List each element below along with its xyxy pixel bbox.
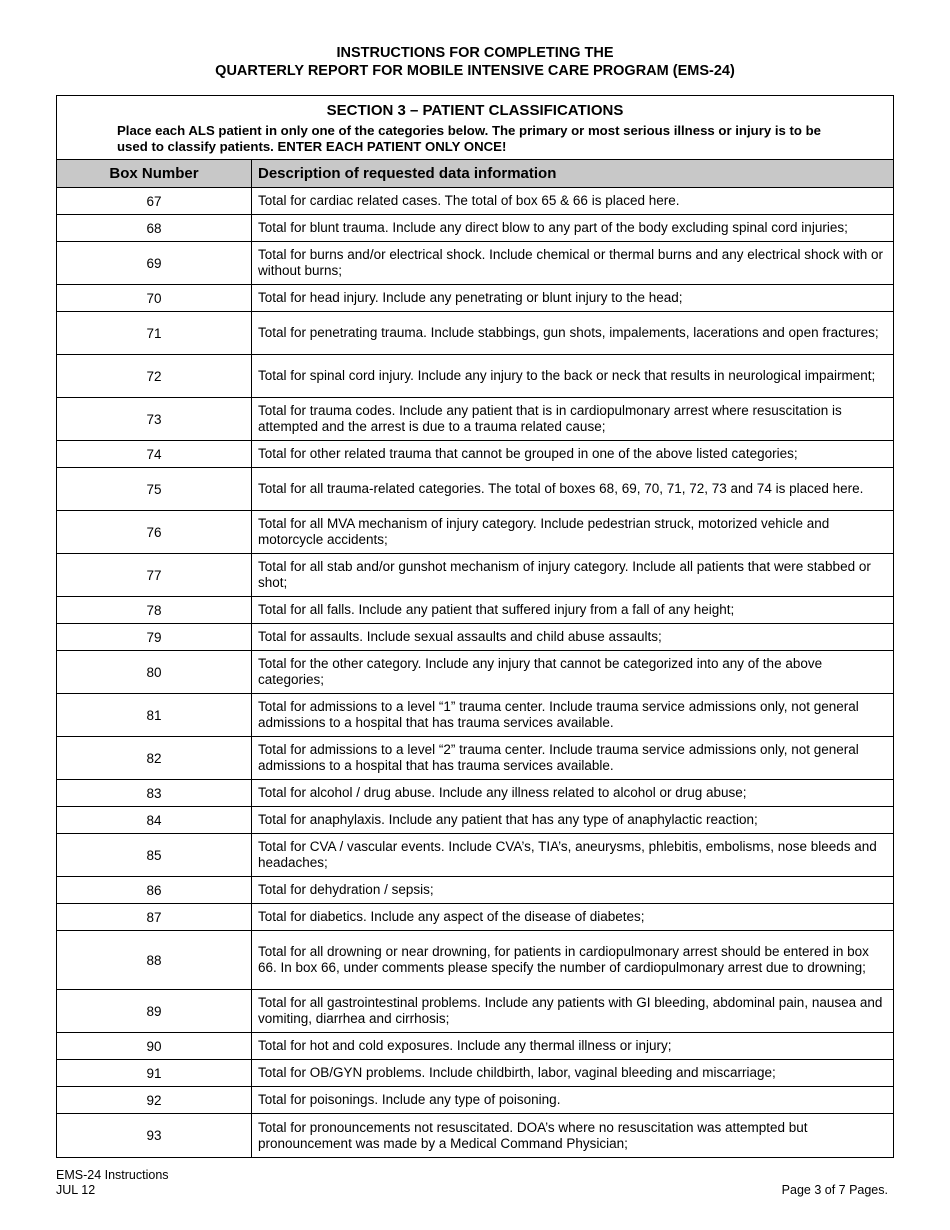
table-row [57,694,893,737]
row-description: Total for admissions to a level “2” trauma center. Include trauma service admissions only, not general admissions to a hospital that has trauma services available. [258,742,859,773]
table-row [57,215,893,242]
box-number: 67 [57,188,252,214]
section-instructions: Place each ALS patient in only one of the categories below. The primary or most serious illness or injury is to be used to classify patients. ENTER EACH PATIENT ONLY ONCE! [117,123,821,154]
box-number: 93 [57,1114,252,1157]
box-number: 87 [57,904,252,930]
box-number: 86 [57,877,252,903]
row-description: Total for all drowning or near drowning, for patients in cardiopulmonary arrest should be entered in box 66. In box 66, under comments please specify the number of cardiopulmonary arrest due to drowning; [258,944,869,975]
column-header-description: Description of requested data information [258,165,557,182]
row-description: Total for poisonings. Include any type of poisoning. [258,1092,561,1107]
box-number: 73 [57,398,252,440]
table-row [57,554,893,597]
box-number: 79 [57,624,252,650]
footer-page-number: Page 3 of 7 Pages. [781,1183,888,1197]
section-header [57,96,893,160]
row-description: Total for CVA / vascular events. Include CVA’s, TIA’s, aneurysms, phlebitis, embolisms, nose bleeds and headaches; [258,839,877,870]
box-number: 82 [57,737,252,779]
table-header [57,160,893,188]
table-row [57,468,893,511]
row-description: Total for trauma codes. Include any patient that is in cardiopulmonary arrest where resuscitation is attempted and the arrest is due to a trauma related cause; [258,403,842,434]
table-row [57,904,893,931]
box-number: 89 [57,990,252,1032]
footer-date: JUL 12 [56,1183,96,1197]
footer-form-id: EMS-24 Instructions [56,1168,169,1182]
table-row [57,990,893,1033]
box-number: 90 [57,1033,252,1059]
row-description: Total for anaphylaxis. Include any patient that has any type of anaphylactic reaction; [258,812,758,827]
table-row [57,597,893,624]
table-row [57,285,893,312]
classification-table [56,95,894,1158]
row-description: Total for dehydration / sepsis; [258,882,434,897]
row-description: Total for blunt trauma. Include any direct blow to any part of the body excluding spinal cord injuries; [258,220,848,235]
table-row [57,398,893,441]
table-row [57,355,893,398]
row-description: Total for all gastrointestinal problems. Include any patients with GI bleeding, abdominal pain, nausea and vomiting, diarrhea and cirrhosis; [258,995,883,1026]
table-row [57,1033,893,1060]
row-description: Total for assaults. Include sexual assaults and child abuse assaults; [258,629,662,644]
table-row [57,780,893,807]
box-number: 68 [57,215,252,241]
row-description: Total for head injury. Include any penetrating or blunt injury to the head; [258,290,683,305]
row-description: Total for OB/GYN problems. Include childbirth, labor, vaginal bleeding and miscarriage; [258,1065,776,1080]
box-number: 83 [57,780,252,806]
row-description: Total for pronouncements not resuscitated. DOA’s where no resuscitation was attempted but pronouncement was made by a Medical Command Physician; [258,1119,808,1151]
table-row [57,242,893,285]
box-number: 91 [57,1060,252,1086]
table-row [57,1114,893,1157]
table-row [57,931,893,990]
box-number: 85 [57,834,252,876]
box-number: 75 [57,468,252,510]
box-number: 69 [57,242,252,284]
table-row [57,1060,893,1087]
table-row [57,737,893,780]
box-number: 70 [57,285,252,311]
row-description: Total for admissions to a level “1” trauma center. Include trauma service admissions only, not general admissions to a hospital that has trauma services available. [258,699,859,730]
row-description: Total for hot and cold exposures. Include any thermal illness or injury; [258,1038,672,1053]
table-row [57,441,893,468]
box-number: 81 [57,694,252,736]
box-number: 77 [57,554,252,596]
row-description: Total for all MVA mechanism of injury category. Include pedestrian struck, motorized vehicle and motorcycle accidents; [258,516,830,547]
row-description: Total for all trauma-related categories. The total of boxes 68, 69, 70, 71, 72, 73 and 74 is placed here. [258,481,864,496]
table-row [57,807,893,834]
box-number: 92 [57,1087,252,1113]
row-description: Total for spinal cord injury. Include any injury to the back or neck that results in neurological impairment; [258,368,876,383]
table-row [57,651,893,694]
row-description: Total for all stab and/or gunshot mechanism of injury category. Include all patients that were stabbed or shot; [258,559,871,590]
table-row [57,834,893,877]
row-description: Total for other related trauma that cannot be grouped in one of the above listed categories; [258,446,798,461]
box-number: 76 [57,511,252,553]
box-number: 78 [57,597,252,623]
box-number: 71 [57,312,252,354]
box-number: 88 [57,931,252,989]
table-row [57,1087,893,1114]
row-description: Total for burns and/or electrical shock. Include chemical or thermal burns and any electrical shock with or without burns; [258,247,884,278]
box-number: 84 [57,807,252,833]
row-description: Total for cardiac related cases. The total of box 65 & 66 is placed here. [258,193,680,208]
table-row [57,188,893,215]
table-row [57,624,893,651]
row-description: Total for penetrating trauma. Include stabbings, gun shots, impalements, lacerations and open fractures; [258,325,879,340]
table-row [57,877,893,904]
table-row [57,511,893,554]
box-number: 72 [57,355,252,397]
title-line-2: QUARTERLY REPORT FOR MOBILE INTENSIVE CARE PROGRAM (EMS-24) [215,63,735,79]
section-title: SECTION 3 – PATIENT CLASSIFICATIONS [326,102,624,119]
row-description: Total for the other category. Include any injury that cannot be categorized into any of the above categories; [258,656,823,687]
document-title [0,44,950,80]
row-description: Total for alcohol / drug abuse. Include any illness related to alcohol or drug abuse; [258,785,747,800]
footer-form-info [56,1168,169,1198]
row-description: Total for diabetics. Include any aspect of the disease of diabetes; [258,909,645,924]
box-number: 74 [57,441,252,467]
title-line-1: INSTRUCTIONS FOR COMPLETING THE [336,45,614,61]
row-description: Total for all falls. Include any patient that suffered injury from a fall of any height; [258,602,735,617]
box-number: 80 [57,651,252,693]
column-header-box-number: Box Number [57,160,252,187]
table-row [57,312,893,355]
